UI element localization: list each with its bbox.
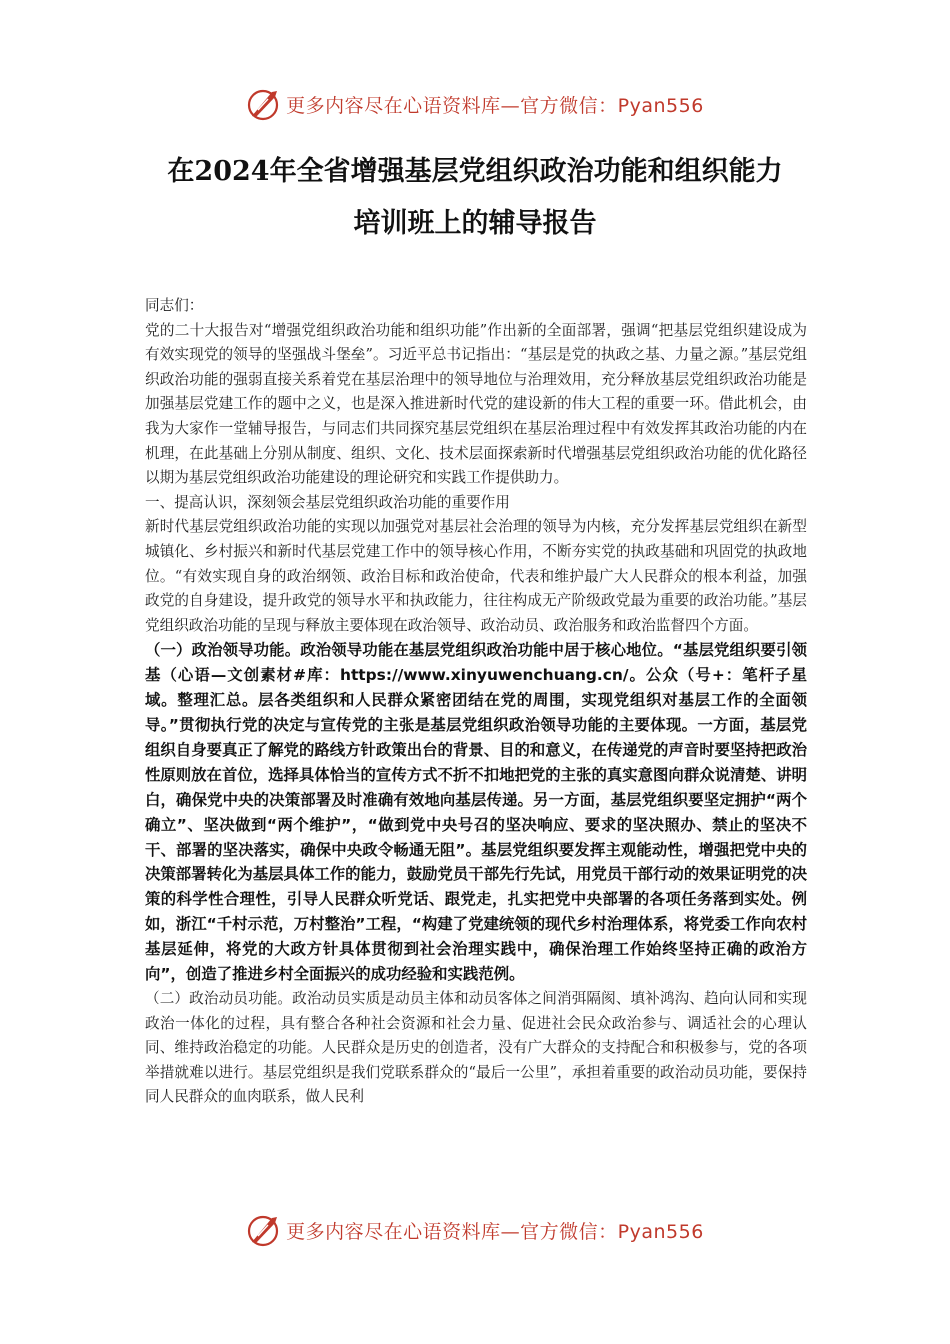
footer-watermark-banner — [0, 1208, 950, 1252]
salutation: 同志们： — [145, 297, 204, 314]
section-1-paragraph: 新时代基层党组织政治功能的实现以加强党对基层社会治理的领导为内核，充分发挥基层党组织在新型城镇化、乡村振兴和新时代基层党建工作中的领导核心作用，不断夯实党的执政基础和巩固党的执政地位。“有效实现自身的政治纲领、政治目标和政治使命，代表和维护最广大人民群众的根本利益，加强政党的自身建设，提升政党的领导水平和执政能力，往往构成无产阶级政党最为重要的政治功能。”基层党组织政治功能的呈现与释放主要体现在政治领导、政治动员、政治服务和政治监督四个方面。 — [145, 518, 807, 634]
banner-text: 更多内容尽在心语资料库—官方微信：Pyan556 — [286, 94, 704, 117]
banner-text: 更多内容尽在心语资料库—官方微信：Pyan556 — [286, 1220, 704, 1243]
banner-wechat-id: Pyan556 — [617, 94, 704, 117]
section-heading-1: 一、提高认识，深刻领会基层党组织政治功能的重要作用 — [145, 493, 510, 511]
document-body — [145, 294, 807, 1110]
quill-logo-icon — [246, 1212, 282, 1248]
quill-logo-icon — [246, 86, 282, 122]
title-line-2: 培训班上的辅导报告 — [353, 208, 597, 239]
banner-wechat-id: Pyan556 — [617, 1220, 704, 1243]
subsection-political-leadership: （一）政治领导功能。政治领导功能在基层党组织政治功能中居于核心地位。“基层党组织要引领基（心语—文创素材#库：https://www.xinyuwenchuang.cn/。公众（号+：笔杆子星域。整理汇总。层各类组织和人民群众紧密团结在党的周围，实现党组织对基层工作的全面领导。”贯彻执行党的决定与宣传党的主张是基层党组织政治领导功能的主要体现。一方面，基层党组织自身要真正了解党的路线方针政策出台的背景、目的和意义，在传递党的声音时要坚持把政治性原则放在首位，选择具体恰当的宣传方式不折不扣地把党的主张的真实意图向群众说清楚、讲明白，确保党中央的决策部署及时准确有效地向基层传递。另一方面，基层党组织要坚定拥护“两个确立”、坚决做到“两个维护”，“做到党中央号召的坚决响应、要求的坚决照办、禁止的坚决不干、部署的坚决落实，确保中央政令畅通无阻”。基层党组织要发挥主观能动性，增强把党中央的决策部署转化为基层具体工作的能力，鼓励党员干部先行先试，用党员干部行动的效果证明党的决策的科学性合理性，引导人民群众听党话、跟党走，扎实把党中央部署的各项任务落到实处。例如，浙江“千村示范，万村整治”工程，“构建了党建统领的现代乡村治理体系，将党委工作向农村基层延伸，将党的大政方针具体贯彻到社会治理实践中，确保治理工作始终坚持正确的政治方向”，创造了推进乡村全面振兴的成功经验和实践范例。 — [145, 641, 807, 984]
title-line-1: 在2024年全省增强基层党组织政治功能和组织能力 — [167, 156, 783, 187]
document-title — [100, 146, 850, 250]
header-watermark-banner — [0, 82, 950, 126]
subsection-political-mobilization: （二）政治动员功能。政治动员实质是动员主体和动员客体之间消弭隔阂、填补鸿沟、趋向认同和实现政治一体化的过程，具有整合各种社会资源和社会力量、促进社会民众政治参与、调适社会的心理认同、维持政治稳定的功能。人民群众是历史的创造者，没有广大群众的支持配合和积极参与，党的各项举措就难以进行。基层党组织是我们党联系群众的“最后一公里”，承担着重要的政治动员功能，要保持同人民群众的血肉联系，做人民利 — [145, 990, 807, 1106]
intro-paragraph: 党的二十大报告对“增强党组织政治功能和组织功能”作出新的全面部署，强调“把基层党组织建设成为有效实现党的领导的坚强战斗堡垒”。习近平总书记指出：“基层是党的执政之基、力量之源。”基层党组织政治功能的强弱直接关系着党在基层治理中的领导地位与治理效用，充分释放基层党组织政治功能是加强基层党建工作的题中之义，也是深入推进新时代党的建设新的伟大工程的重要一环。借此机会，由我为大家作一堂辅导报告，与同志们共同探究基层党组织在基层治理过程中有效发挥其政治功能的内在机理，在此基础上分别从制度、组织、文化、技术层面探索新时代增强基层党组织政治功能的优化路径以期为基层党组织政治功能建设的理论研究和实践工作提供助力。 — [145, 321, 807, 487]
